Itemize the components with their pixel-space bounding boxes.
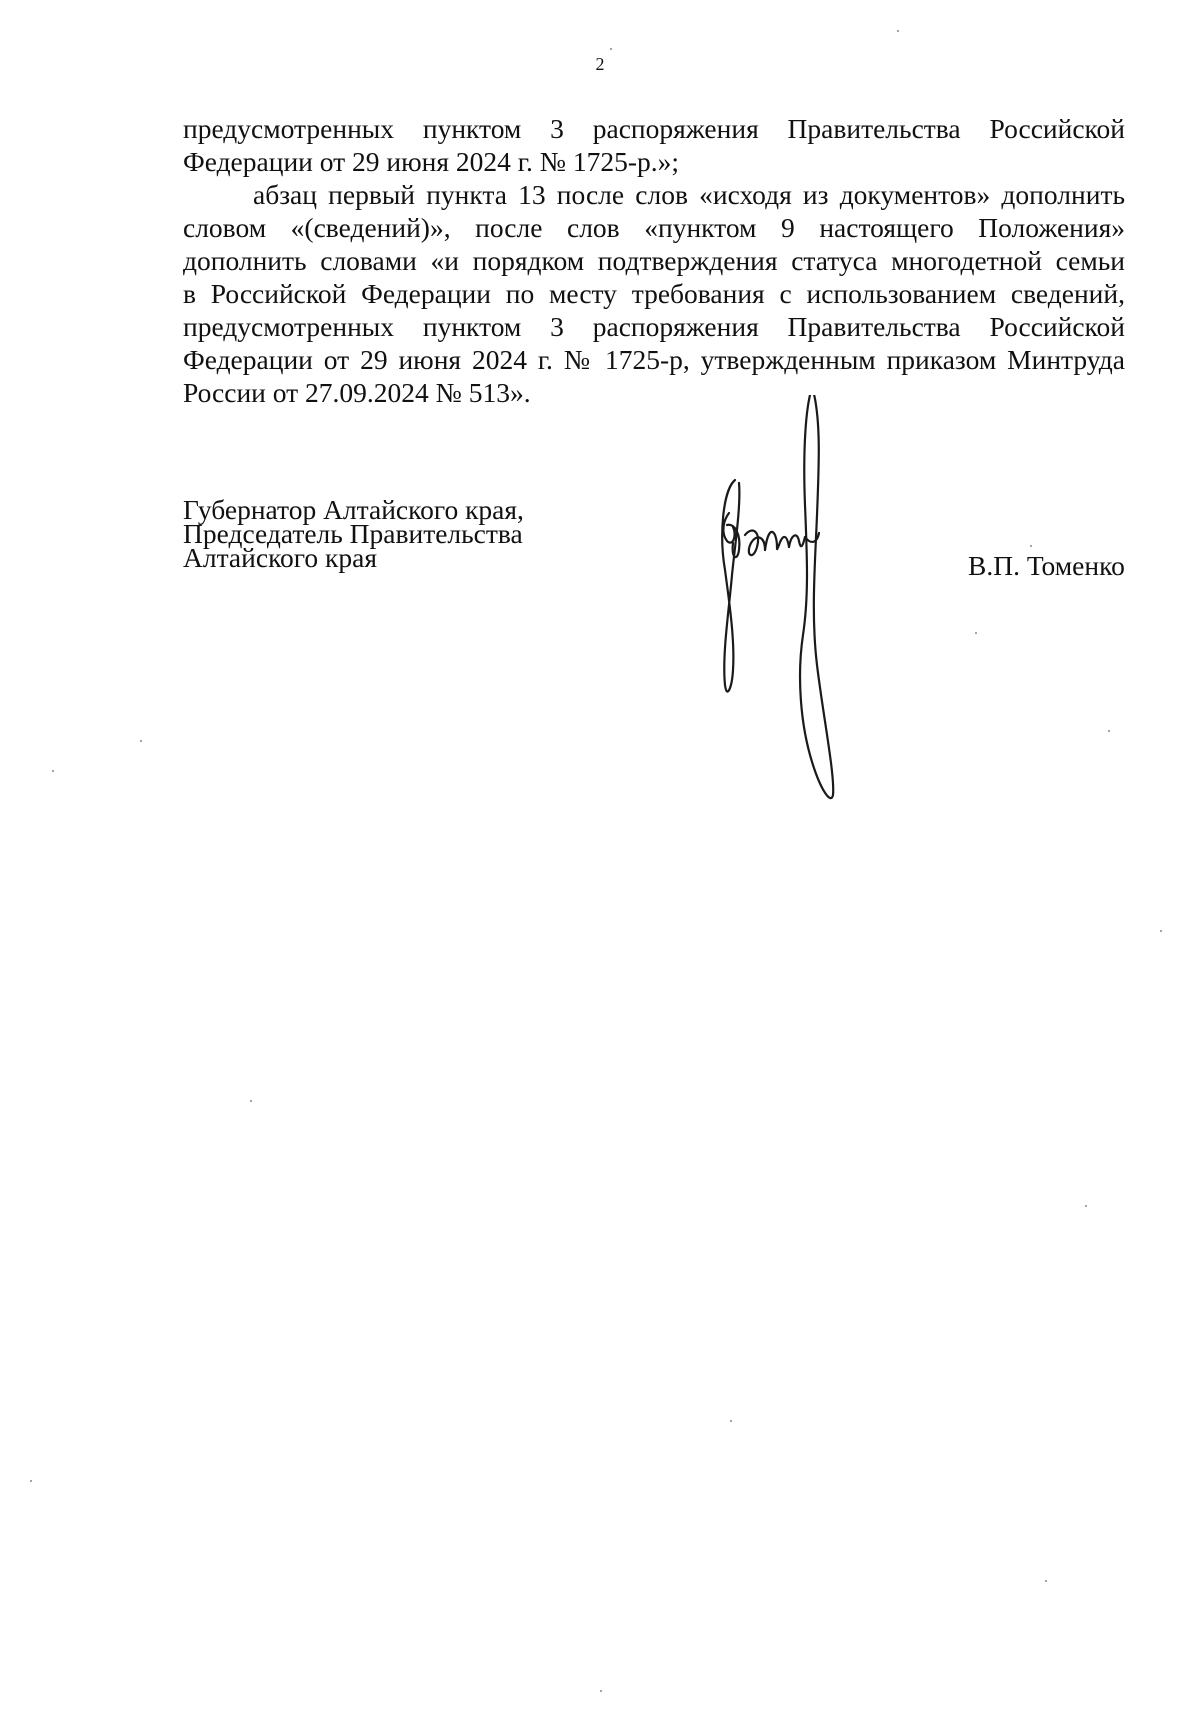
handwritten-signature xyxy=(705,395,870,825)
scan-speck xyxy=(1160,930,1162,932)
body-line: абзац первый пункта 13 после слов «исходя из документов» дополнить xyxy=(253,179,1125,210)
scan-speck xyxy=(30,1480,32,1482)
scan-speck xyxy=(140,740,142,742)
scan-speck xyxy=(730,1420,732,1422)
position-line: Губернатор Алтайского края, xyxy=(183,494,524,525)
scan-speck xyxy=(600,1690,602,1692)
scan-speck xyxy=(610,48,612,50)
position-line: Председатель Правительства xyxy=(183,518,523,549)
body-line: предусмотренных пунктом 3 распоряжения Правительства Российской xyxy=(183,113,1125,144)
position-line: Алтайского края xyxy=(183,542,377,573)
body-line: Федерации от 29 июня 2024 г. № 1725-р, утвержденным приказом Минтруда xyxy=(183,344,1125,375)
scan-speck xyxy=(1085,1205,1087,1207)
scan-speck xyxy=(250,1100,252,1102)
scan-speck xyxy=(897,30,899,32)
body-line: дополнить словами «и порядком подтверждения статуса многодетной семьи xyxy=(183,245,1125,276)
body-line: предусмотренных пунктом 3 распоряжения Правительства Российской xyxy=(183,311,1125,342)
scan-speck xyxy=(1045,1580,1047,1582)
document-body xyxy=(183,112,1125,409)
scan-speck xyxy=(52,770,54,772)
scan-speck xyxy=(1108,730,1110,732)
body-line: словом «(сведений)», после слов «пунктом 9 настоящего Положения» xyxy=(183,212,1125,243)
body-line: в Российской Федерации по месту требования с использованием сведений, xyxy=(183,278,1125,309)
scan-speck xyxy=(975,632,977,634)
body-line: России от 27.09.2024 № 513». xyxy=(183,377,531,408)
scan-speck xyxy=(1030,545,1032,547)
page-number: 2 xyxy=(595,54,605,74)
body-line: Федерации от 29 июня 2024 г. № 1725-р.»; xyxy=(183,146,679,177)
signer-name: В.П. Томенко xyxy=(968,550,1125,581)
signatory-position xyxy=(183,494,524,573)
